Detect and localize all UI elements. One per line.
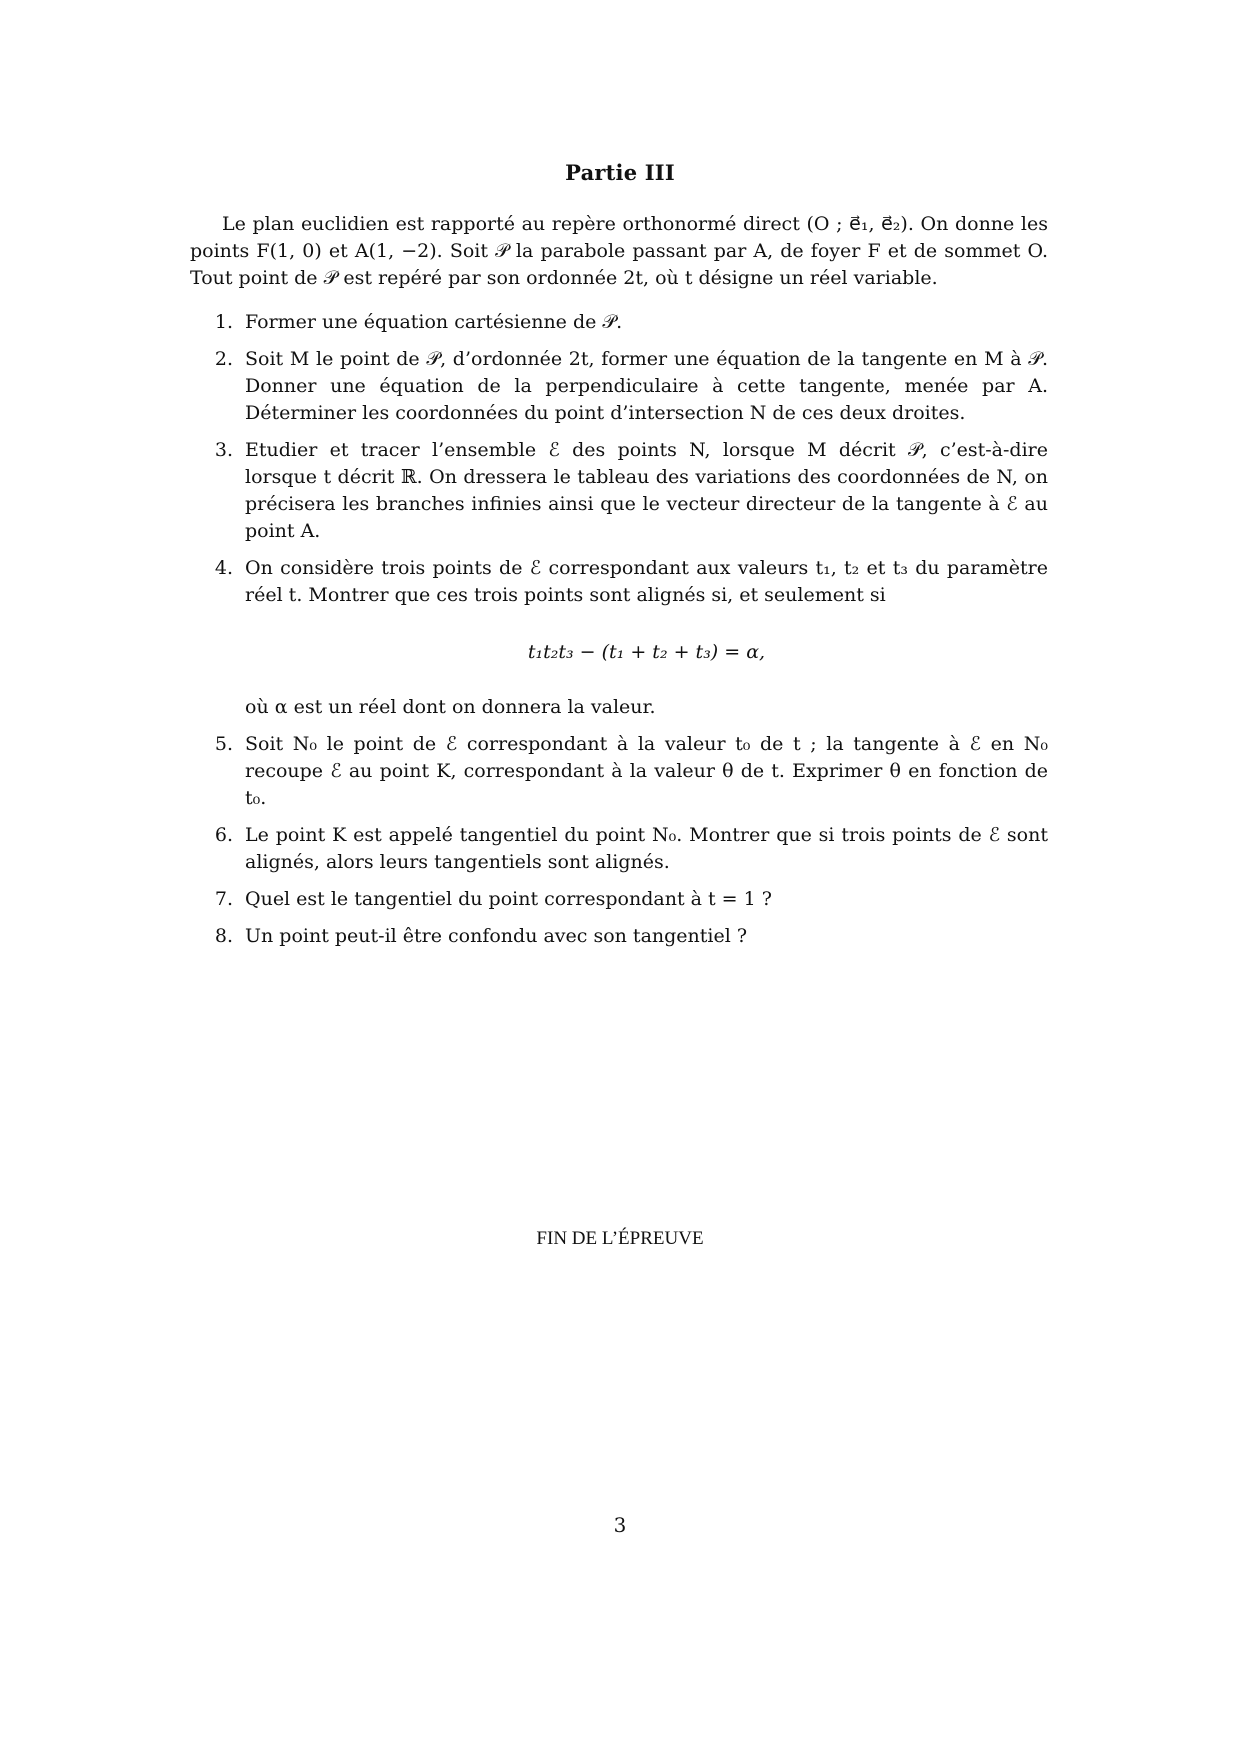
question-text: Former une équation cartésienne de 𝒫. (245, 311, 623, 333)
question-number: 8. (214, 925, 233, 947)
page-number: 3 (613, 1513, 627, 1537)
question-item (205, 346, 1048, 427)
question-number: 4. (214, 557, 233, 579)
question-number: 2. (214, 348, 233, 370)
question-text: Etudier et tracer l’ensemble ℰ des points N, lorsque M décrit 𝒫, c’est-à-dire lorsque t décrit ℝ. On dressera le tableau des variations des coordonnées de N, on précisera les branches infinies ainsi que le vecteur directeur de la tangente à ℰ au point A. (245, 439, 1048, 542)
section-title: Partie III (565, 160, 675, 185)
intro-paragraph (190, 211, 1048, 292)
question-item (205, 555, 1048, 721)
end-of-exam-label: FIN DE L’ÉPREUVE (536, 1228, 704, 1249)
question-text: Soit N₀ le point de ℰ correspondant à la valeur t₀ de t ; la tangente à ℰ en N₀ recoupe ℰ au point K, correspondant à la valeur θ de t. Exprimer θ en fonction de t₀. (245, 733, 1048, 809)
question-text: Un point peut-il être confondu avec son tangentiel ? (245, 925, 748, 947)
question-item (205, 309, 1048, 336)
question-number: 6. (214, 824, 233, 846)
question-text: Le point K est appelé tangentiel du point N₀. Montrer que si trois points de ℰ sont alignés, alors leurs tangentiels sont alignés. (245, 824, 1048, 873)
question-number: 1. (214, 311, 233, 333)
question-item (205, 822, 1048, 876)
question-number: 3. (214, 439, 233, 461)
alignment-formula: t₁t₂t₃ − (t₁ + t₂ + t₃) = α, (527, 641, 766, 663)
question-continuation: où α est un réel dont on donnera la valeur. (245, 696, 656, 718)
question-item (205, 886, 1048, 913)
question-text: On considère trois points de ℰ correspondant aux valeurs t₁, t₂ et t₃ du paramètre réel t. Montrer que ces trois points sont alignés si, et seulement si (245, 557, 1048, 606)
question-list (205, 309, 1048, 950)
intro-text: Le plan euclidien est rapporté au repère orthonormé direct (O ; e⃗₁, e⃗₂). On donne les points F(1, 0) et A(1, −2). Soit 𝒫 la parabole passant par A, de foyer F et de sommet O. Tout point de 𝒫 est repéré par son ordonnée 2t, où t désigne un réel variable. (190, 213, 1048, 289)
question-item (205, 731, 1048, 812)
question-text: Soit M le point de 𝒫, d’ordonnée 2t, former une équation de la tangente en M à 𝒫. Donner une équation de la perpendiculaire à cette tangente, menée par A. Déterminer les coordonnées du point d’intersection N de ces deux droites. (245, 348, 1048, 424)
question-item (205, 437, 1048, 545)
question-number: 7. (214, 888, 233, 910)
question-item (205, 923, 1048, 950)
question-number: 5. (214, 733, 233, 755)
question-text: Quel est le tangentiel du point correspondant à t = 1 ? (245, 888, 772, 910)
